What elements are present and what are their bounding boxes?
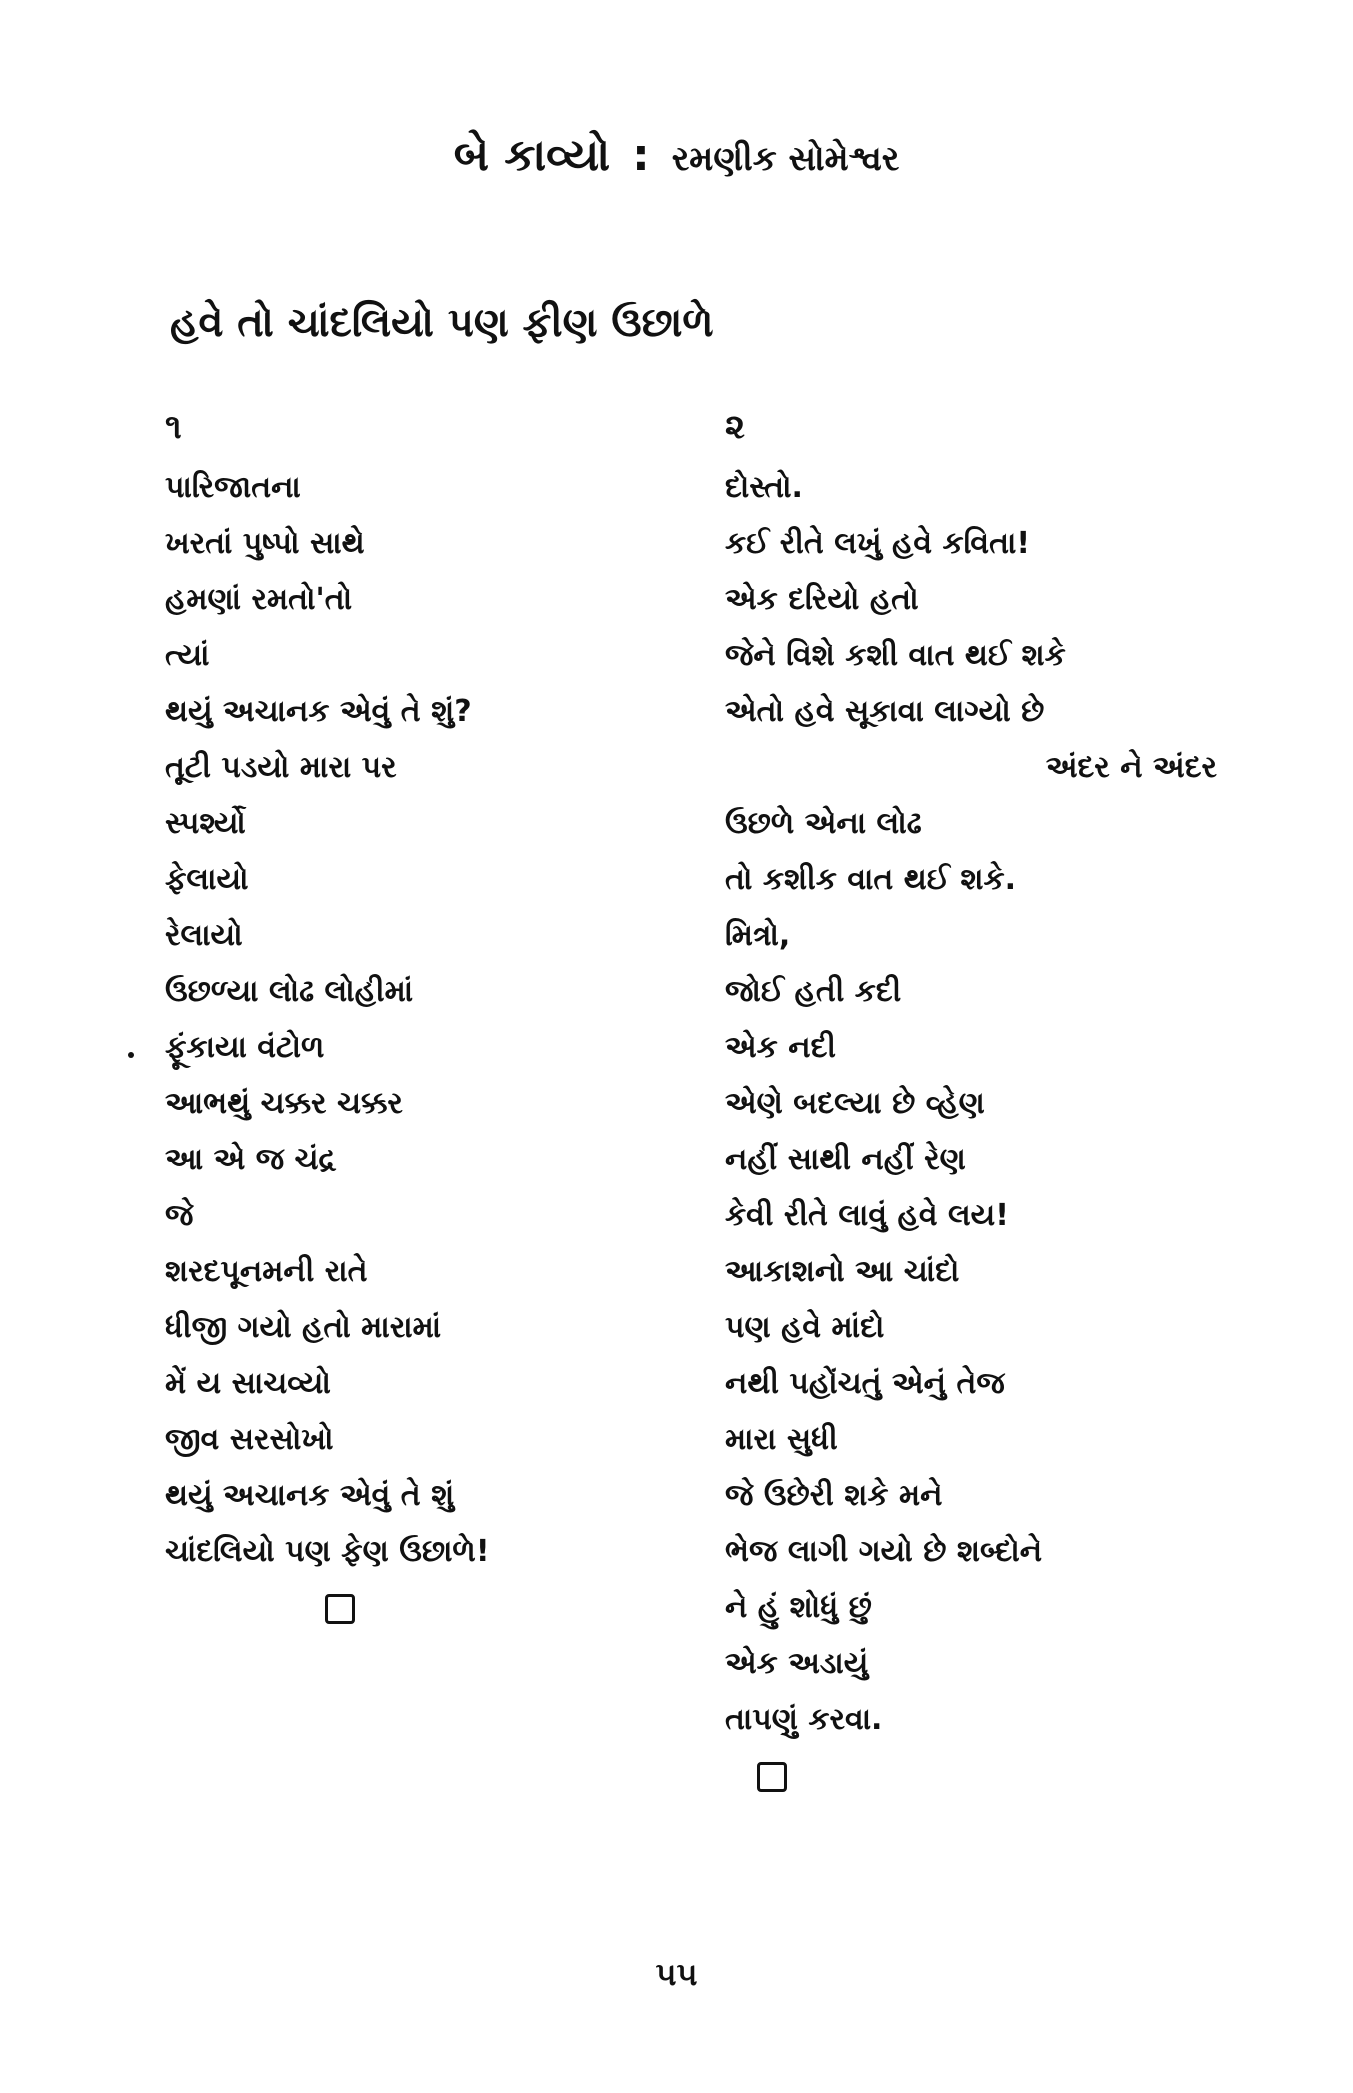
poem-line: રેલાયો bbox=[165, 918, 243, 953]
poem-section-1 bbox=[165, 400, 645, 1624]
poem-line: એક દરિયો હતો bbox=[725, 582, 919, 617]
poem-line: ઉછળે એના લોઢ bbox=[725, 806, 922, 841]
poem-line: હમણાં રમતો'તો bbox=[165, 582, 353, 617]
section-end-mark bbox=[325, 1594, 355, 1624]
poem-line: થયું અચાનક એવું તે શું bbox=[165, 1478, 455, 1513]
poem-section-2 bbox=[725, 400, 1225, 1792]
poem-line: ચાંદલિયો પણ ફેણ ઉછાળે! bbox=[165, 1534, 490, 1569]
poem-line: ને હું શોધું છું bbox=[725, 1590, 872, 1625]
poem-line: જેને વિશે કશી વાત થઈ શકે bbox=[725, 638, 1066, 673]
poem-line: મારા સુધી bbox=[725, 1422, 838, 1457]
poem-line: મિત્રો, bbox=[725, 918, 791, 953]
poem-line: તાપણું કરવા. bbox=[725, 1702, 883, 1737]
poem-line: ફેલાયો bbox=[165, 862, 249, 897]
poem-line: તો કશીક વાત થઈ શકે. bbox=[725, 862, 1017, 897]
poem-line: એક નદી bbox=[725, 1030, 836, 1065]
poem-line: પારિજાતના bbox=[165, 470, 301, 505]
poem-line: જોઈ હતી કદી bbox=[725, 974, 902, 1009]
poem-line: ફૂંકાયા વંટોળ bbox=[165, 1030, 325, 1065]
poem-line: જે ઉછેરી શકે મને bbox=[725, 1478, 943, 1513]
poem-line: જે bbox=[165, 1198, 194, 1233]
poem-line: શરદપૂનમની રાતે bbox=[165, 1254, 368, 1289]
page-header bbox=[0, 130, 1353, 181]
section-number-2: ૨ bbox=[725, 407, 745, 447]
poem-line: આભથું ચક્કર ચક્કર bbox=[165, 1086, 403, 1121]
poem-line: ઉછળ્યા લોઢ લોહીમાં bbox=[165, 974, 414, 1009]
poem-line: દોસ્તો. bbox=[725, 470, 803, 505]
poem-line: એણે બદલ્યા છે વ્હેણ bbox=[725, 1086, 985, 1121]
poem-line: મેં ય સાચવ્યો bbox=[165, 1366, 331, 1401]
poem-line: અંદર ને અંદર bbox=[1045, 750, 1217, 785]
poem-line: સ્પર્શ્યો bbox=[165, 806, 246, 841]
poem-title: હવે તો ચાંદલિયો પણ ફીણ ઉછાળે bbox=[170, 300, 714, 346]
poem-line: જીવ સરસોખો bbox=[165, 1422, 334, 1457]
header-author: રમણીક સોમેશ્વર bbox=[671, 139, 900, 179]
section-number-1: ૧ bbox=[165, 407, 182, 447]
poem-line: કેવી રીતે લાવું હવે લય! bbox=[725, 1198, 1009, 1233]
header-separator: : bbox=[632, 130, 650, 181]
poem-line: થયું અચાનક એવું તે શું? bbox=[165, 694, 472, 729]
poem-line: ધીજી ગયો હતો મારામાં bbox=[165, 1310, 442, 1345]
poem-line: ત્યાં bbox=[165, 638, 210, 673]
poem-line: આકાશનો આ ચાંદો bbox=[725, 1254, 960, 1289]
poem-line: તૂટી પડયો મારા પર bbox=[165, 750, 397, 785]
poem-line: નથી પહોંચતું એનું તેજ bbox=[725, 1366, 1005, 1401]
poem-line: કઈ રીતે લખું હવે કવિતા! bbox=[725, 526, 1031, 561]
poem-line: એતો હવે સૂકાવા લાગ્યો છે bbox=[725, 694, 1045, 729]
poem-line: એક અડાયું bbox=[725, 1646, 869, 1681]
poem-line: આ એ જ ચંદ્ર bbox=[165, 1142, 337, 1177]
stray-ink-dot bbox=[128, 1052, 134, 1058]
poem-line: પણ હવે માંદો bbox=[725, 1310, 885, 1345]
header-title: બે કાવ્યો bbox=[453, 130, 611, 181]
poem-line: ભેજ લાગી ગયો છે શબ્દોને bbox=[725, 1534, 1043, 1569]
page-number: ૫૫ bbox=[655, 1955, 698, 1993]
section-end-mark bbox=[757, 1762, 787, 1792]
poem-line: ખરતાં પુષ્પો સાથે bbox=[165, 526, 365, 561]
poem-line: નહીં સાથી નહીં રેણ bbox=[725, 1142, 966, 1177]
